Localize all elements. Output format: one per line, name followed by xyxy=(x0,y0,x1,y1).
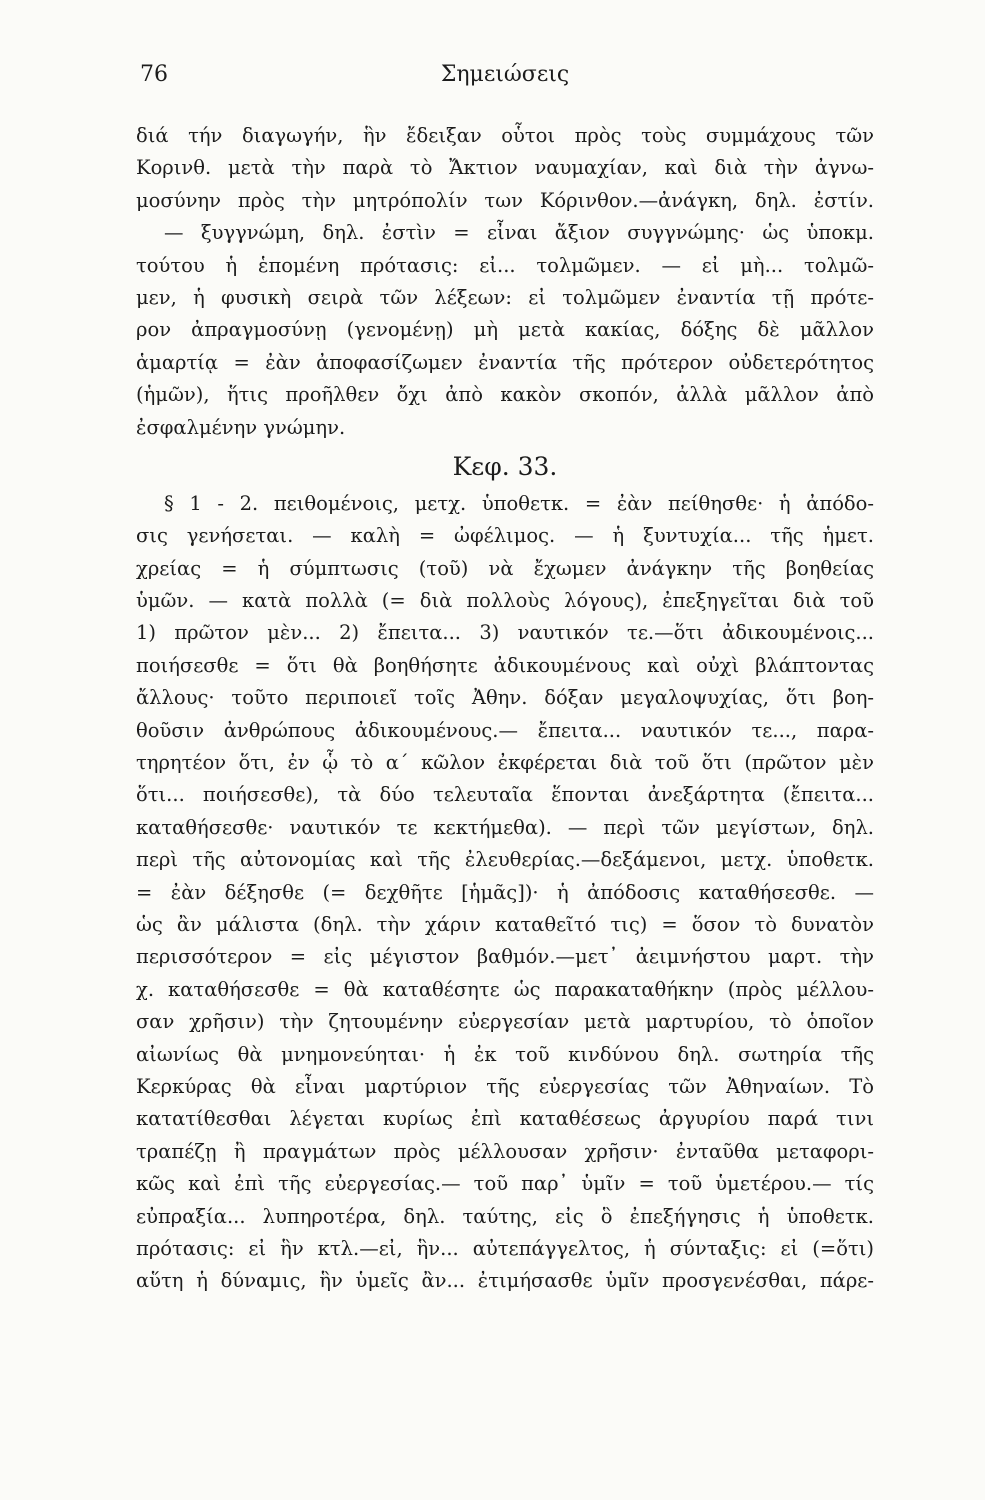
text-line: (ἡμῶν), ἥτις προῆλθεν ὄχι ἀπὸ κακὸν σκοπόν, ἀλλὰ μᾶλλον ἀπὸ xyxy=(136,383,874,407)
text-line: ὑμῶν. — κατὰ πολλὰ (= διὰ πολλοὺς λόγους), ἐπεξηγεῖται διὰ τοῦ xyxy=(136,589,874,613)
text-line: περὶ τῆς αὐτονομίας καὶ τῆς ἐλευθερίας.—δεξάμενοι, μετχ. ὑποθετκ. xyxy=(136,848,874,872)
text-line: κῶς καὶ ἐπὶ τῆς εὐεργεσίας.— τοῦ παρ᾽ ὑμῖν = τοῦ ὑμετέρου.— τίς xyxy=(136,1172,874,1196)
running-title: Σημειώσεις xyxy=(440,62,570,87)
text-line: τηρητέον ὅτι, ἐν ᾧ τὸ α΄ κῶλον ἐκφέρεται διὰ τοῦ ὅτι (πρῶτον μὲν xyxy=(136,751,874,775)
page-body xyxy=(136,120,874,1298)
text-line: ποιήσεσθε = ὅτι θὰ βοηθήσητε ἀδικουμένους καὶ οὐχὶ βλάπτοντας xyxy=(136,653,874,677)
text-line: ὅτι... ποιήσεσθε), τὰ δύο τελευταῖα ἕπονται ἀνεξάρτητα (ἔπειτα... xyxy=(136,783,874,807)
text-line: εὐπραξία... λυπηροτέρα, δηλ. ταύτης, εἰς ὃ ἐπεξήγησις ἡ ὑποθετκ. xyxy=(136,1204,874,1228)
text-line: θοῦσιν ἀνθρώπους ἀδικουμένους.— ἔπειτα... ναυτικόν τε..., παρα- xyxy=(136,718,874,742)
chapter-heading: Κεφ. 33. xyxy=(452,451,558,481)
text-line: αὕτη ἡ δύναμις, ἣν ὑμεῖς ἂν... ἐτιμήσασθε ὑμῖν προσγενέσθαι, πάρε- xyxy=(136,1269,874,1293)
text-line: — ξυγγνώμη, δηλ. ἐστὶν = εἶναι ἄξιον συγγνώμης· ὡς ὑποκμ. xyxy=(164,221,874,245)
text-line: Κερκύρας θὰ εἶναι μαρτύριον τῆς εὐεργεσίας τῶν Ἀθηναίων. Τὸ xyxy=(136,1074,874,1098)
paragraph-notes-ch32 xyxy=(136,120,874,444)
text-line: Κορινθ. μετὰ τὴν παρὰ τὸ Ἄκτιον ναυμαχίαν, καὶ διὰ τὴν ἀγνω- xyxy=(136,156,874,180)
text-line: χ. καταθήσεσθε = θὰ καταθέσητε ὡς παρακαταθήκην (πρὸς μέλλου- xyxy=(136,977,874,1001)
paragraph-notes-ch33 xyxy=(136,488,874,1298)
text-line: πρότασις: εἰ ἣν κτλ.—εἰ, ἣν... αὐτεπάγγελτος, ἡ σύνταξις: εἰ (=ὅτι) xyxy=(136,1236,874,1260)
page-header xyxy=(140,62,870,96)
text-line: διά τήν διαγωγήν, ἣν ἔδειξαν οὗτοι πρὸς τοὺς συμμάχους τῶν xyxy=(136,124,874,147)
text-line: σαν χρῆσιν) τὴν ζητουμένην εὐεργεσίαν μετὰ μαρτυρίου, τὸ ὁποῖον xyxy=(136,1010,874,1034)
text-line: καταθήσεσθε· ναυτικόν τε κεκτήμεθα). — περὶ τῶν μεγίστων, δηλ. xyxy=(136,815,874,839)
text-line: μοσύνην πρὸς τὴν μητρόπολίν των Κόρινθον.—ἀνάγκη, δηλ. ἐστίν. xyxy=(136,188,874,212)
text-line: § 1 - 2. πειθομένοις, μετχ. ὑποθετκ. = ἐὰν πείθησθε· ἡ ἀπόδο- xyxy=(164,491,874,515)
text-line: σις γενήσεται. — καλὴ = ὠφέλιμος. — ἡ ξυντυχία... τῆς ἡμετ. xyxy=(136,524,874,548)
text-line: = ἐὰν δέξησθε (= δεχθῆτε [ἡμᾶς])· ἡ ἀπόδοσις καταθήσεσθε. — xyxy=(136,880,874,904)
text-line: χρείας = ἡ σύμπτωσις (τοῦ) νὰ ἔχωμεν ἀνάγκην τῆς βοηθείας xyxy=(136,556,874,580)
text-line: αἰωνίως θὰ μνημονεύηται· ἡ ἐκ τοῦ κινδύνου δηλ. σωτηρία τῆς xyxy=(136,1042,874,1066)
text-line: ἐσφαλμένην γνώμην. xyxy=(136,415,346,439)
text-line: τούτου ἡ ἑπομένη πρότασις: εἰ... τολμῶμεν. — εἰ μὴ... τολμῶ- xyxy=(136,253,874,277)
text-line: περισσότερον = εἰς μέγιστον βαθμόν.—μετ᾽ ἀειμνήστου μαρτ. τὴν xyxy=(136,945,874,969)
text-line: ἁμαρτίᾳ = ἐὰν ἀποφασίζωμεν ἐναντία τῆς πρότερον οὐδετερότητος xyxy=(136,350,874,374)
text-line: ἄλλους· τοῦτο περιποιεῖ τοῖς Ἀθην. δόξαν μεγαλοψυχίας, ὅτι βοη- xyxy=(136,686,874,710)
text-line: κατατίθεσθαι λέγεται κυρίως ἐπὶ καταθέσεως ἀργυρίου παρά τινι xyxy=(136,1107,874,1131)
text-line: μεν, ἡ φυσικὴ σειρὰ τῶν λέξεων: εἰ τολμῶμεν ἐναντία τῇ πρότε- xyxy=(136,285,874,309)
text-line: ρον ἀπραγμοσύνῃ (γενομένῃ) μὴ μετὰ κακίας, δόξης δὲ μᾶλλον xyxy=(136,318,874,342)
text-line: τραπέζῃ ἢ πραγμάτων πρὸς μέλλουσαν χρῆσιν· ἐνταῦθα μεταφορι- xyxy=(136,1139,874,1163)
text-line: 1) πρῶτον μὲν... 2) ἔπειτα... 3) ναυτικόν τε.—ὅτι ἀδικουμένοις... xyxy=(136,621,874,645)
page-number: 76 xyxy=(140,62,168,87)
text-line: ὡς ἂν μάλιστα (δηλ. τὴν χάριν καταθεῖτό τις) = ὅσον τὸ δυνατὸν xyxy=(136,912,874,936)
